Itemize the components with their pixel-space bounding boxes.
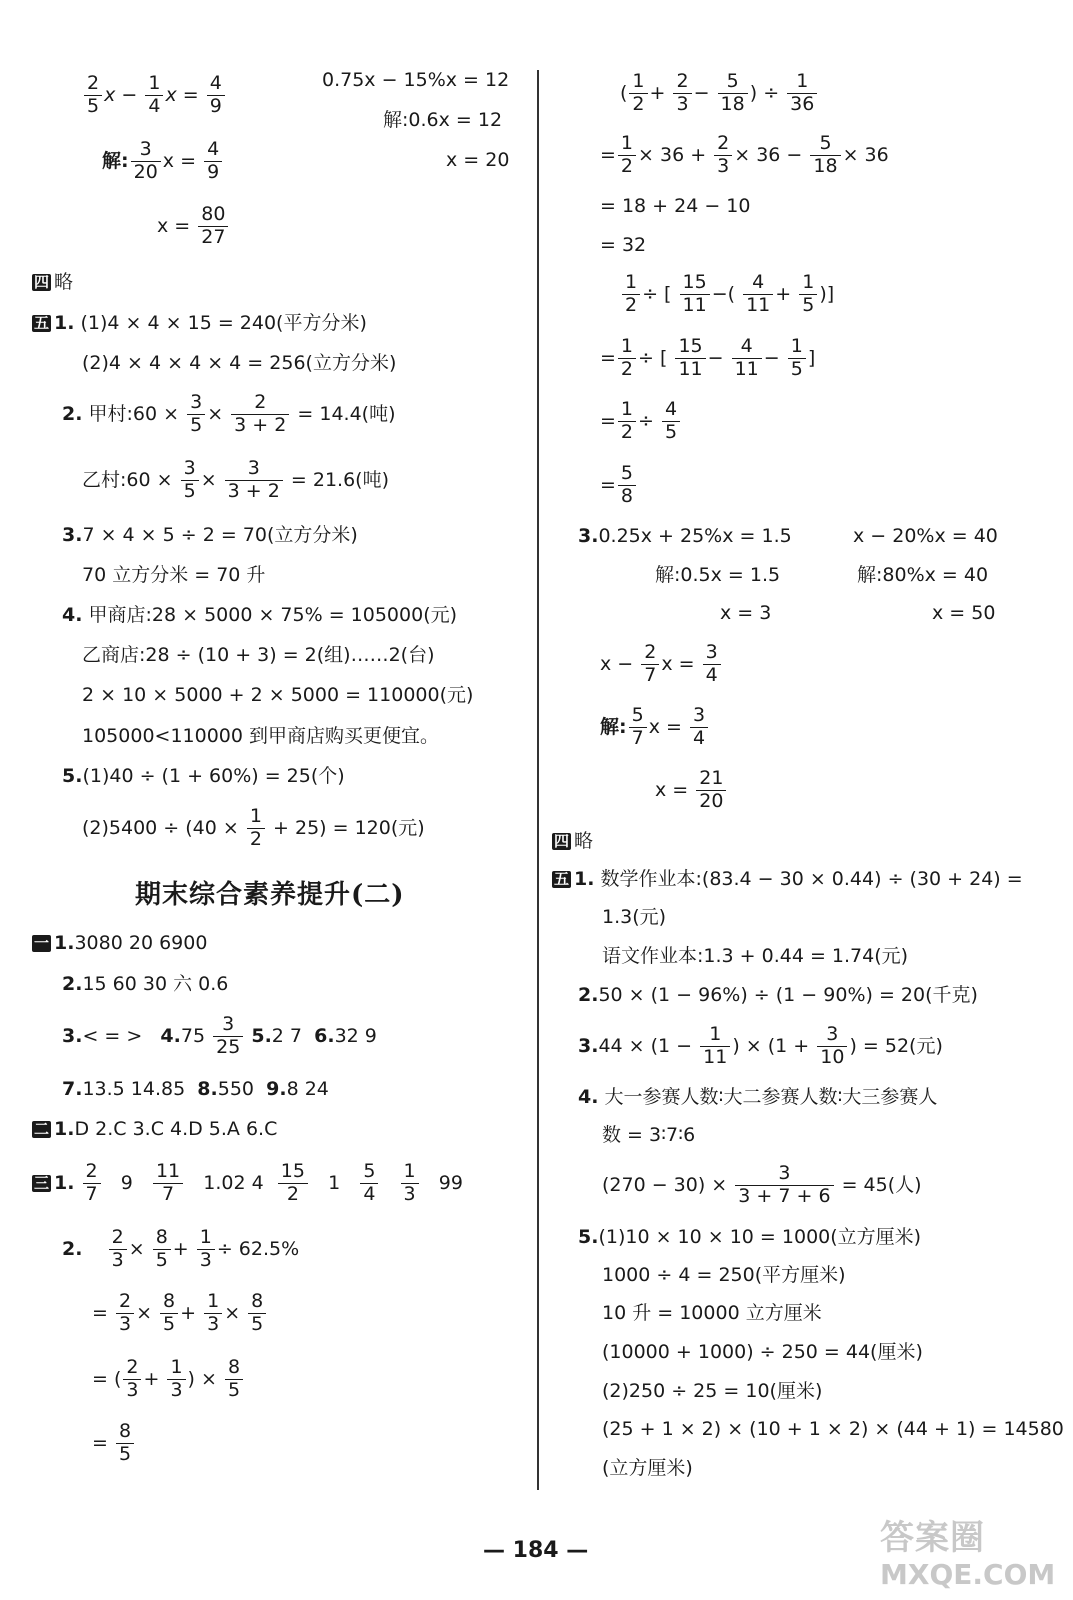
- section-mark: 三: [34, 1173, 50, 1192]
- fraction: $\frac{5}{8}$: [618, 464, 636, 507]
- right-c1-line1: ( $\frac{1}{2}$ + $\frac{2}{3}$ − $\frac{5}{18}$ ) ÷ $\frac{1}{36}$: [620, 72, 819, 115]
- right-q3-a2: 解:0.5x = 1.5: [655, 564, 781, 586]
- left-sec5-q3a: 3.7 × 4 × 5 ÷ 2 = 70(立方分米): [62, 524, 358, 546]
- right-sec5-q1a: 五 1. 数学作业本:(83.4 − 30 × 0.44) ÷ (30 + 24) =: [554, 868, 1023, 890]
- right-c2-line3: = $\frac{1}{2}$ ÷ $\frac{4}{5}$: [600, 400, 682, 443]
- fraction: $\frac{1}{5}$: [788, 337, 806, 380]
- left-s3-q2-line1: 2. $\frac{2}{3}$ × $\frac{8}{5}$ + $\frac{1}{3}$ ÷ 62.5%: [62, 1226, 300, 1271]
- right-c1-line2: = $\frac{1}{2}$ × 36 + $\frac{2}{3}$ × 36 − $\frac{5}{18}$ × 36: [600, 132, 889, 177]
- fraction: $\frac{11}{7}$: [153, 1162, 183, 1205]
- right-c1-line4: = 32: [600, 234, 647, 256]
- fraction: $\frac{3}{3 + 7 + 6}$: [735, 1164, 833, 1207]
- section-mark: 五: [554, 870, 570, 888]
- left-sec5-q1b: (2)4 × 4 × 4 × 4 = 256(立方分米): [82, 352, 397, 374]
- fraction: $\frac{4}{5}$: [662, 400, 680, 443]
- watermark-url: MXQE.COM: [880, 1558, 1056, 1591]
- left-s1-line1: 一 1.3080 20 6900: [34, 932, 208, 954]
- fraction: $\frac{15}{11}$: [675, 337, 705, 380]
- right-c1-line3: = 18 + 24 − 10: [600, 195, 751, 217]
- fraction: $\frac{2}{7}$: [641, 643, 659, 686]
- right-sec5-q4b: 数 = 3∶7∶6: [602, 1124, 696, 1146]
- section-mark: 四: [34, 273, 50, 291]
- fraction: $\frac{1}{5}$: [799, 273, 817, 316]
- right-sec5-q5f: (25 + 1 × 2) × (10 + 1 × 2) × (44 + 1) = 14580: [602, 1418, 1064, 1440]
- left-s1-line4: 7.13.5 14.85 8.550 9.8 24: [62, 1078, 329, 1100]
- fraction: $\frac{2}{3}$: [109, 1228, 127, 1271]
- fraction: $\frac{8}{5}$: [225, 1358, 243, 1401]
- fraction: $\frac{1}{2}$: [622, 273, 640, 316]
- left-sec5-q4a: 4. 甲商店:28 × 5000 × 75% = 105000(元): [62, 604, 458, 626]
- left-sec5-q4d: 105000<110000 到甲商店购买更便宜。: [82, 725, 440, 747]
- left-eq1: $\frac{2}{5}$ x − $\frac{1}{4}$ x = $\frac{4}{9}$: [82, 74, 227, 117]
- right-sec5-q4a: 4. 大一参赛人数∶大二参赛人数∶大三参赛人: [578, 1086, 938, 1108]
- right-sec5-q5c: 10 升 = 10000 立方厘米: [602, 1302, 822, 1324]
- section-title: 期末综合素养提升(二): [135, 880, 405, 910]
- left-eq1-step2: x = $\frac{80}{27}$: [157, 205, 230, 248]
- fraction: $\frac{15}{2}$: [278, 1162, 308, 1205]
- left-sec5-q5b: (2)5400 ÷ (40 × $\frac{1}{2}$ + 25) = 120(元): [82, 805, 425, 850]
- watermark-logo: 答案圈: [880, 1518, 985, 1558]
- fraction: $\frac{5}{7}$: [629, 706, 647, 749]
- right-q3-c3: x = $\frac{21}{20}$: [655, 769, 728, 812]
- right-c2-line2: = $\frac{1}{2}$ ÷ [ $\frac{15}{11}$ − $\frac{4}{11}$ − $\frac{1}{5}$ ]: [600, 335, 816, 380]
- right-sec5-q5b: 1000 ÷ 4 = 250(平方厘米): [602, 1264, 846, 1286]
- fraction: $\frac{3}{4}$: [690, 706, 708, 749]
- fraction: $\frac{3}{5}$: [187, 393, 205, 436]
- fraction: $\frac{2}{3}$: [673, 72, 691, 115]
- fraction: $\frac{1}{11}$: [700, 1025, 730, 1068]
- right-q3-c2: 解: $\frac{5}{7}$ x = $\frac{3}{4}$: [600, 706, 710, 749]
- right-sec5-q1c: 语文作业本:1.3 + 0.44 = 1.74(元): [602, 945, 909, 967]
- left-s3-q2-line4: = $\frac{8}{5}$: [92, 1422, 136, 1465]
- fraction: $\frac{8}{5}$: [160, 1292, 178, 1335]
- fraction: $\frac{8}{5}$: [248, 1292, 266, 1335]
- fraction: $\frac{3}{20}$: [131, 140, 161, 183]
- fraction: $\frac{3}{10}$: [817, 1025, 847, 1068]
- fraction: $\frac{2}{5}$: [84, 74, 102, 117]
- fraction: $\frac{3}{5}$: [181, 459, 199, 502]
- right-q3-b2: 解:80%x = 40: [857, 564, 989, 586]
- fraction: $\frac{2}{3}$: [123, 1358, 141, 1401]
- left-section-four: 四 略: [34, 271, 74, 293]
- fraction: $\frac{80}{27}$: [198, 205, 228, 248]
- page-number: — 184 —: [483, 1538, 589, 1563]
- right-sec5-q1b: 1.3(元): [602, 906, 667, 928]
- right-q3-b3: x = 50: [932, 602, 996, 624]
- left-eq2-line3: x = 20: [446, 149, 510, 171]
- section-mark: 五: [34, 314, 50, 332]
- fraction: $\frac{1}{3}$: [197, 1228, 215, 1271]
- fraction: $\frac{4}{11}$: [743, 273, 773, 316]
- fraction: $\frac{2}{3 + 2}$: [231, 393, 289, 436]
- fraction: $\frac{2}{3}$: [116, 1292, 134, 1335]
- fraction: $\frac{1}{2}$: [618, 134, 636, 177]
- fraction: $\frac{1}{2}$: [247, 807, 265, 850]
- left-s3-q2-line2: = $\frac{2}{3}$ × $\frac{8}{5}$ + $\frac{1}{3}$ × $\frac{8}{5}$: [92, 1292, 268, 1335]
- left-sec5-q4b: 乙商店:28 ÷ (10 + 3) = 2(组)……2(台): [82, 644, 435, 666]
- fraction: $\frac{1}{2}$: [618, 337, 636, 380]
- right-sec5-q5g: (立方厘米): [602, 1457, 693, 1479]
- left-s2: 二 1.D 2.C 3.C 4.D 5.A 6.C: [34, 1118, 278, 1140]
- fraction: $\frac{1}{3}$: [401, 1162, 419, 1205]
- column-divider: [537, 70, 539, 1490]
- fraction: $\frac{1}{2}$: [629, 72, 647, 115]
- fraction: $\frac{2}{3}$: [714, 134, 732, 177]
- fraction: $\frac{3}{4}$: [703, 643, 721, 686]
- left-sec5-q4c: 2 × 10 × 5000 + 2 × 5000 = 110000(元): [82, 684, 474, 706]
- fraction: $\frac{3}{25}$: [213, 1015, 243, 1058]
- right-q3-b1: x − 20%x = 40: [853, 525, 998, 547]
- right-sec5-q4c: (270 − 30) × $\frac{3}{3 + 7 + 6}$ = 45(人): [602, 1162, 922, 1207]
- right-sec5-q5e: (2)250 ÷ 25 = 10(厘米): [602, 1380, 823, 1402]
- fraction: $\frac{1}{2}$: [618, 400, 636, 443]
- fraction: $\frac{21}{20}$: [696, 769, 726, 812]
- left-sec5-q3b: 70 立方分米 = 70 升: [82, 564, 266, 586]
- left-sec5-q2b: 乙村:60 × $\frac{3}{5}$ × $\frac{3}{3 + 2}$ = 21.6(吨): [82, 457, 389, 502]
- left-sec5-q1a: 五 1. (1)4 × 4 × 15 = 240(平方分米): [34, 312, 367, 334]
- right-section-four: 四 略: [554, 830, 594, 852]
- fraction: $\frac{8}{5}$: [116, 1422, 134, 1465]
- right-c2-line1: $\frac{1}{2}$ ÷ [ $\frac{15}{11}$ −( $\frac{4}{11}$ + $\frac{1}{5}$ )]: [620, 273, 834, 316]
- fraction: $\frac{1}{4}$: [145, 74, 163, 117]
- fraction: $\frac{5}{18}$: [718, 72, 748, 115]
- fraction: $\frac{4}{9}$: [207, 74, 225, 117]
- section-mark: 二: [34, 1120, 50, 1138]
- left-sec5-q5a: 5.(1)40 ÷ (1 + 60%) = 25(个): [62, 765, 345, 787]
- left-s1-line3: 3.< = > 4.75 $\frac{3}{25}$ 5.2 7 6.32 9: [62, 1013, 377, 1058]
- left-s3-q1: 三 1. $\frac{2}{7}$ 9 $\frac{11}{7}$ 1.02 4 $\frac{15}{2}$ 1 $\frac{5}{4}$ $\frac{1}{3}$ 99: [34, 1160, 463, 1205]
- right-sec5-q5d: (10000 + 1000) ÷ 250 = 44(厘米): [602, 1341, 923, 1363]
- fraction: $\frac{8}{5}$: [153, 1228, 171, 1271]
- fraction: $\frac{4}{11}$: [732, 337, 762, 380]
- right-q3-a1: 3.0.25x + 25%x = 1.5: [578, 525, 792, 547]
- section-mark: 四: [554, 832, 570, 850]
- fraction: $\frac{5}{4}$: [360, 1162, 378, 1205]
- left-eq2-line1: 0.75x − 15%x = 12: [322, 69, 510, 91]
- fraction: $\frac{15}{11}$: [680, 273, 710, 316]
- right-sec5-q3: 3.44 × (1 − $\frac{1}{11}$ ) × (1 + $\frac{3}{10}$ ) = 52(元): [578, 1023, 943, 1068]
- right-q3-c1: x − $\frac{2}{7}$ x = $\frac{3}{4}$: [600, 643, 723, 686]
- fraction: $\frac{1}{3}$: [167, 1358, 185, 1401]
- fraction: $\frac{5}{18}$: [810, 134, 840, 177]
- fraction: $\frac{4}{9}$: [204, 140, 222, 183]
- right-sec5-q2: 2.50 × (1 − 96%) ÷ (1 − 90%) = 20(千克): [578, 984, 978, 1006]
- left-eq1-step1: 解: $\frac{3}{20}$ x = $\frac{4}{9}$: [102, 140, 224, 183]
- left-s1-line2: 2.15 60 30 六 0.6: [62, 973, 229, 995]
- left-sec5-q2a: 2. 甲村:60 × $\frac{3}{5}$ × $\frac{2}{3 + 2}$ = 14.4(吨): [62, 391, 396, 436]
- right-c2-line4: = $\frac{5}{8}$: [600, 464, 638, 507]
- section-mark: 一: [34, 934, 50, 952]
- right-sec5-q5a: 5.(1)10 × 10 × 10 = 1000(立方厘米): [578, 1226, 922, 1248]
- right-q3-a3: x = 3: [720, 602, 772, 624]
- fraction: $\frac{2}{7}$: [83, 1162, 101, 1205]
- fraction: $\frac{1}{3}$: [204, 1292, 222, 1335]
- fraction: $\frac{3}{3 + 2}$: [225, 459, 283, 502]
- left-eq2-line2: 解:0.6x = 12: [383, 109, 503, 131]
- fraction: $\frac{1}{36}$: [787, 72, 817, 115]
- left-s3-q2-line3: = ( $\frac{2}{3}$ + $\frac{1}{3}$ ) × $\frac{8}{5}$: [92, 1358, 245, 1401]
